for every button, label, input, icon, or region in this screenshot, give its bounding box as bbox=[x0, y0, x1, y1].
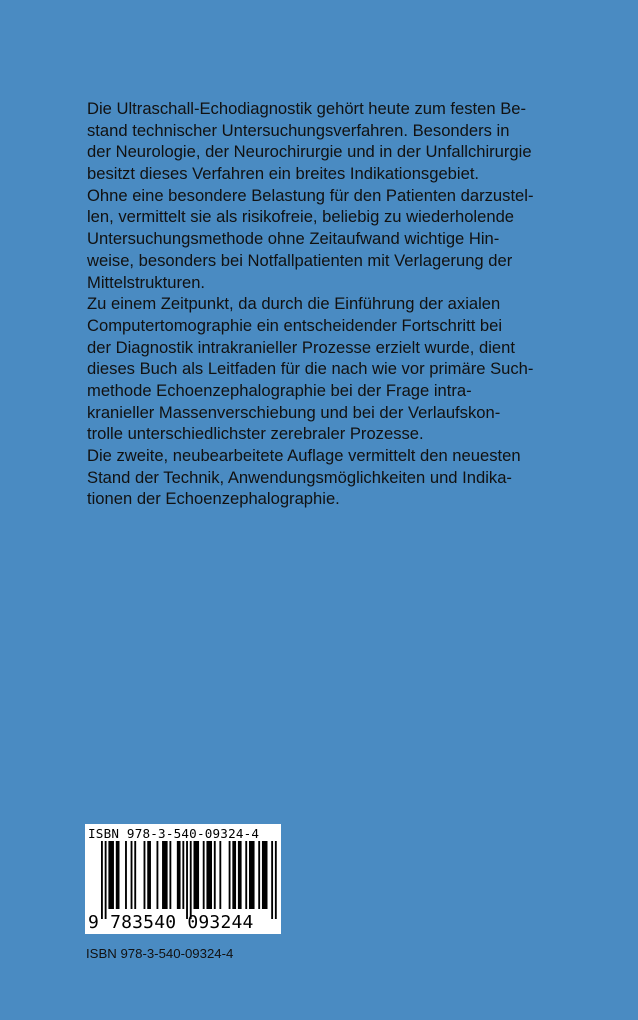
blurb-line: kranieller Massenverschiebung und bei der Verlaufskon- bbox=[87, 402, 501, 422]
blurb-line: Ohne eine besondere Belastung für den Patienten darzustel- bbox=[87, 185, 534, 205]
back-cover-blurb bbox=[87, 98, 567, 510]
blurb-line: Die zweite, neubearbeitete Auflage vermittelt den neuesten bbox=[87, 446, 521, 465]
blurb-line: len, vermittelt sie als risikofreie, beliebig zu wiederholende bbox=[87, 207, 515, 227]
barcode-guard-bar bbox=[186, 841, 188, 919]
barcode-bar bbox=[108, 841, 114, 909]
barcode-bar bbox=[157, 841, 159, 909]
barcode-bar bbox=[206, 841, 212, 909]
blurb-line: Stand der Technik, Anwendungsmöglichkeiten und Indika- bbox=[87, 467, 512, 487]
barcode-bar bbox=[116, 841, 120, 909]
barcode-bar bbox=[232, 841, 236, 909]
blurb-line: Zu einem Zeitpunkt, da durch die Einführung der axialen bbox=[87, 294, 501, 314]
barcode-ean-digits: 9 783540 093244 bbox=[88, 912, 254, 933]
barcode-bar bbox=[229, 841, 231, 909]
barcode-bar bbox=[245, 841, 247, 909]
blurb-line: Mittelstrukturen. bbox=[87, 272, 206, 292]
barcode-bar bbox=[219, 841, 221, 909]
blurb-line: trolle unterschiedlichster zerebraler Prozesse. bbox=[87, 424, 424, 444]
barcode-guard-bar bbox=[271, 841, 273, 919]
barcode-bar bbox=[203, 841, 205, 909]
blurb-line: besitzt dieses Verfahren ein breites Indikationsgebiet. bbox=[87, 164, 480, 184]
barcode-bar bbox=[162, 841, 168, 909]
barcode-bar bbox=[214, 841, 216, 909]
barcode-bar bbox=[258, 841, 260, 909]
blurb-line: Die Ultraschall-Echodiagnostik gehört heute zum festen Be- bbox=[87, 99, 527, 118]
blurb-line: der Neurologie, der Neurochirurgie und in der Unfallchirurgie bbox=[87, 142, 532, 162]
blurb-line: Computertomographie ein entscheidender Fortschritt bei bbox=[87, 315, 503, 335]
barcode-guard-bar bbox=[101, 841, 103, 919]
barcode-guard-bar bbox=[105, 841, 107, 919]
isbn-footer: ISBN 978-3-540-09324-4 bbox=[86, 946, 234, 961]
blurb-line: Untersuchungsmethode ohne Zeitaufwand wichtige Hin- bbox=[87, 229, 500, 249]
barcode-isbn-label: ISBN 978-3-540-09324-4 bbox=[88, 826, 260, 841]
blurb-line: dieses Buch als Leitfaden für die nach wie vor primäre Such- bbox=[87, 359, 534, 379]
barcode-bar bbox=[238, 841, 242, 909]
blurb-line: stand technischer Untersuchungsverfahren. Besonders in bbox=[87, 120, 510, 140]
blurb-line: methode Echoenzephalographie bei der Frage intra- bbox=[87, 380, 472, 400]
barcode-bar bbox=[194, 841, 200, 909]
barcode-bar bbox=[134, 841, 136, 909]
barcode-bar bbox=[262, 841, 268, 909]
barcode-bar bbox=[177, 841, 181, 909]
barcode-bar bbox=[169, 841, 171, 909]
blurb-line: der Diagnostik intrakranieller Prozesse erzielt wurde, dient bbox=[87, 337, 515, 357]
barcode-bar bbox=[249, 841, 255, 909]
blurb-line: weise, besonders bei Notfallpatienten mit Verlagerung der bbox=[87, 250, 513, 270]
blurb-line: tionen der Echoenzephalographie. bbox=[87, 489, 340, 509]
barcode-bar bbox=[125, 841, 127, 909]
isbn-barcode bbox=[85, 824, 281, 934]
barcode-guard-bar bbox=[190, 841, 192, 919]
barcode-bar bbox=[144, 841, 146, 909]
barcode-bar bbox=[182, 841, 184, 909]
barcode-guard-bar bbox=[275, 841, 277, 919]
barcode-bar bbox=[147, 841, 151, 909]
barcode-bar bbox=[131, 841, 133, 909]
